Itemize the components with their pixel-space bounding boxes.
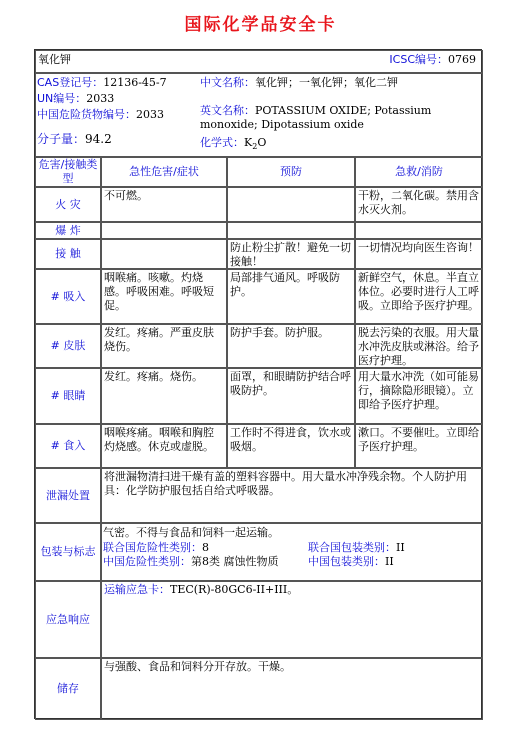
row-fire-hazard: 不可燃。	[101, 187, 227, 222]
identifiers-block	[35, 73, 483, 157]
row-explosion-type: 爆 炸	[35, 222, 101, 239]
chemical-name: 氧化钾	[38, 53, 71, 66]
row-inhalation-aid: 新鲜空气，休息。半直立体位。必要时进行人工呼吸。立即给予医疗护理。	[355, 269, 483, 324]
row-ingestion-aid: 漱口。不要催吐。立即给予医疗护理。	[355, 424, 483, 468]
emergency-label: 应急响应	[35, 581, 101, 658]
row-skin-aid: 脱去污染的衣服。用大量水冲洗皮肤或淋浴。给予医疗护理。	[355, 324, 483, 368]
row-eyes-hazard: 发红。疼痛。烧伤。	[101, 368, 227, 424]
row-contact-type: 接 触	[35, 239, 101, 269]
row-fire-prevention	[227, 187, 355, 222]
header-hazard-type: 危害/接触类型	[35, 157, 101, 187]
english-name: 英文名称：POTASSIUM OXIDE; Potassium monoxide; Dipotassium oxide	[200, 104, 432, 131]
chemical-formula: 化学式：$K_2O$	[200, 136, 267, 151]
un-hazard-class: 联合国危险性类别：8	[103, 541, 209, 554]
row-skin-prevention: 防护手套。防护服。	[227, 324, 355, 368]
row-skin-hazard: 发红。疼痛。严重皮肤烧伤。	[101, 324, 227, 368]
un-packing-group: 联合国包装类别：II	[308, 541, 405, 554]
row-explosion-aid	[355, 222, 483, 239]
cn-dangerous-goods-number: 中国危险货物编号：2033	[37, 108, 164, 121]
row-inhalation-type: # 吸入	[35, 269, 101, 324]
icsc-number	[389, 53, 476, 67]
emergency-card-label: 运输应急卡：	[104, 583, 170, 596]
storage-text: 与强酸、食品和饲料分开存放。干燥。	[101, 658, 483, 720]
header-acute-symptoms: 急性危害/症状	[101, 157, 227, 187]
icsc-value: 0769	[448, 53, 476, 66]
cas-number: CAS登记号：12136-45-7	[37, 76, 167, 89]
spill-label: 泄漏处置	[35, 468, 101, 523]
header-prevention: 预防	[227, 157, 355, 187]
row-inhalation-hazard: 咽喉痛。咳嗽。灼烧感。呼吸困难。呼吸短促。	[101, 269, 227, 324]
un-number: UN编号：2033	[37, 92, 115, 105]
row-eyes-type: # 眼睛	[35, 368, 101, 424]
row-ingestion-hazard: 咽喉疼痛。咽喉和胸腔灼烧感。休克或虚脱。	[101, 424, 227, 468]
safety-card	[34, 49, 482, 719]
row-ingestion-type: # 食入	[35, 424, 101, 468]
header-first-aid: 急救/消防	[355, 157, 483, 187]
row-eyes-aid: 用大量水冲洗（如可能易行，摘除隐形眼镜）。立即给予医疗护理。	[355, 368, 483, 424]
card-title: 国际化学品安全卡	[184, 15, 337, 35]
packaging-line1: 气密。不得与食品和饲料一起运输。	[103, 526, 279, 539]
row-explosion-prevention	[227, 222, 355, 239]
row-fire-type: 火 灾	[35, 187, 101, 222]
row-ingestion-prevention: 工作时不得进食，饮水或吸烟。	[227, 424, 355, 468]
row-skin-type: # 皮肤	[35, 324, 101, 368]
chemical-name-cell	[35, 50, 483, 73]
icsc-label: ICSC编号：	[389, 53, 448, 66]
row-contact-prevention: 防止粉尘扩散！避免一切接触！	[227, 239, 355, 269]
cn-packing-group: 中国包装类别：II	[308, 555, 394, 568]
row-eyes-prevention: 面罩，和眼睛防护结合呼吸防护。	[227, 368, 355, 424]
row-contact-aid: 一切情况均向医生咨询！	[355, 239, 483, 269]
packaging-block	[101, 523, 483, 581]
emergency-card-value: TEC(R)-80GC6-II+III。	[170, 583, 299, 596]
spill-text: 将泄漏物清扫进干燥有盖的塑料容器中。用大量水冲净残余物。个人防护用具：化学防护服包括自给式呼吸器。	[101, 468, 483, 523]
row-contact-hazard	[101, 239, 227, 269]
chinese-name: 中文名称：氧化钾；一氧化钾；氧化二钾	[200, 76, 398, 89]
row-fire-aid: 干粉，二氧化碳。禁用含水灭火剂。	[355, 187, 483, 222]
cn-hazard-class: 中国危险性类别：第8类 腐蚀性物质	[103, 555, 279, 568]
molecular-weight: 分子量：94.2	[37, 132, 112, 146]
packaging-label: 包装与标志	[35, 523, 101, 581]
row-inhalation-prevention: 局部排气通风。呼吸防护。	[227, 269, 355, 324]
emergency-block	[101, 581, 483, 658]
storage-label: 储存	[35, 658, 101, 720]
row-explosion-hazard	[101, 222, 227, 239]
